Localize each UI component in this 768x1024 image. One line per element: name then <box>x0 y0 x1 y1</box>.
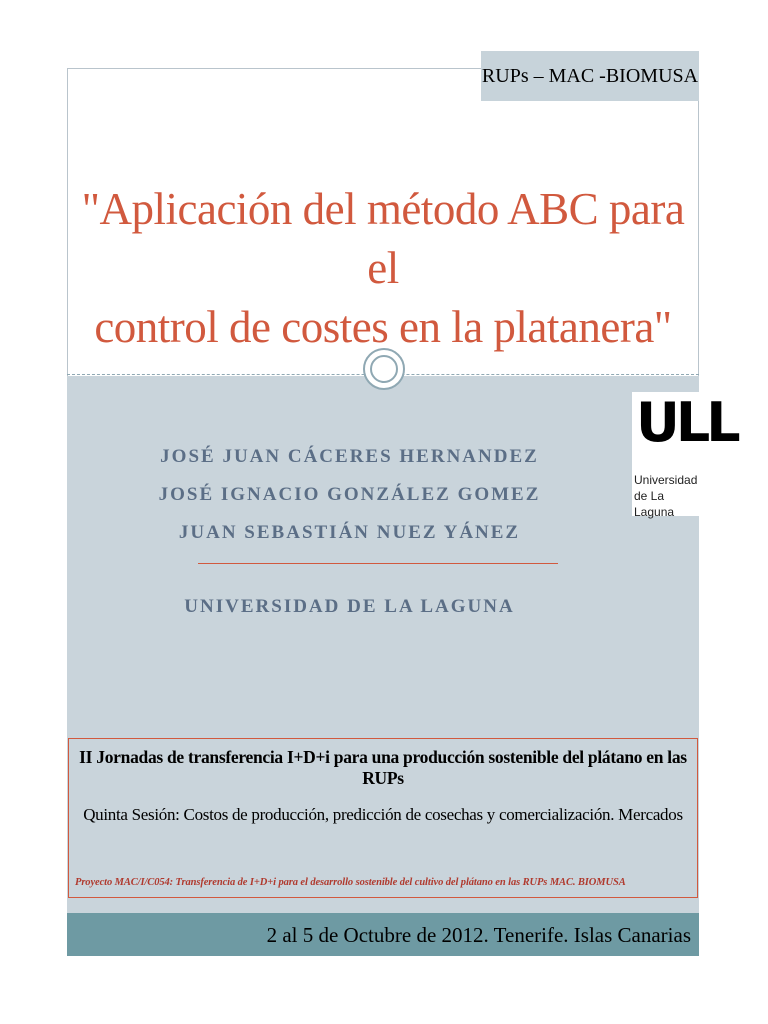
author-name: JOSÉ IGNACIO GONZÁLEZ GOMEZ <box>158 484 541 505</box>
event-info-box <box>68 738 698 898</box>
presentation-title <box>67 180 699 357</box>
footer-bar <box>67 913 699 956</box>
footer-date-location: 2 al 5 de Octubre de 2012. Tenerife. Islas Canarias <box>266 923 691 947</box>
logo-caption-line-2: de La Laguna <box>634 489 675 519</box>
author-name: JUAN SEBASTIÁN NUEZ YÁNEZ <box>178 522 521 543</box>
author-list <box>67 438 632 552</box>
event-title: II Jornadas de transferencia I+D+i para una producción sostenible del plátano en las RUPs <box>79 747 687 788</box>
university-name: UNIVERSIDAD DE LA LAGUNA <box>184 596 515 617</box>
ull-logo-mark: ULL <box>636 391 737 454</box>
session-title: Quinta Sesión: Costos de producción, predicción de cosechas y comercialización. Mercados <box>83 805 683 824</box>
header-tag: RUPs – MAC -BIOMUSA <box>481 51 699 101</box>
logo-caption-line-1: Universidad <box>634 473 698 487</box>
project-reference: Proyecto MAC/I/C054: Transferencia de I+D+i para el desarrollo sostenible del cultivo del plátano en las RUPs MAC. BIOMUSA <box>75 877 626 888</box>
author-separator <box>198 563 558 564</box>
author-name: JOSÉ JUAN CÁCERES HERNANDEZ <box>160 446 539 467</box>
logo-caption <box>634 472 700 520</box>
university-logo <box>632 391 737 519</box>
title-line-1: "Aplicación del método ABC para el <box>81 184 685 293</box>
title-line-2: control de costes en la platanera" <box>94 302 672 352</box>
